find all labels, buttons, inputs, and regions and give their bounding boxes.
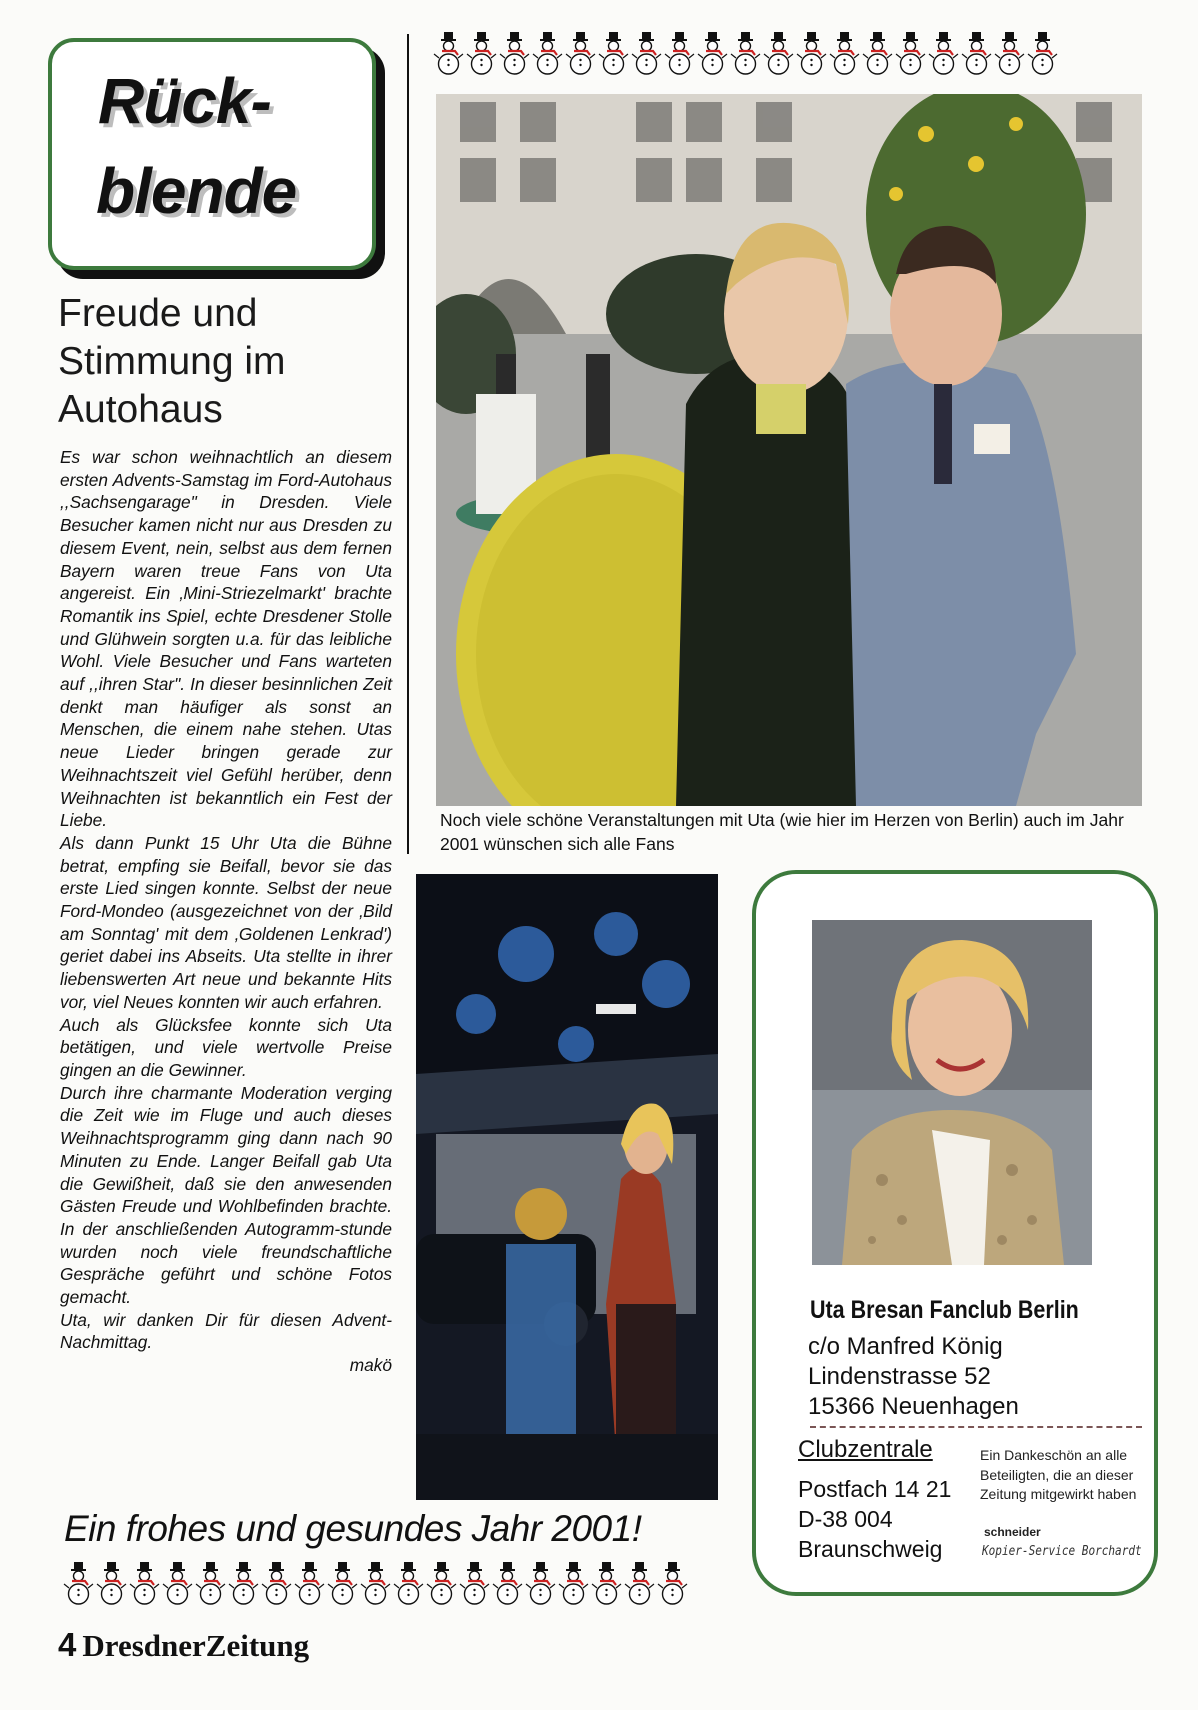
club-central-title: Clubzentrale	[798, 1436, 933, 1463]
snowman-icon	[762, 30, 795, 80]
snowman-icon	[161, 1560, 194, 1610]
snowman-icon	[795, 30, 828, 80]
snowman-icon	[491, 1560, 524, 1610]
snowman-border-top	[432, 30, 1059, 80]
photo-couple-image	[436, 94, 1142, 806]
snowman-icon	[696, 30, 729, 80]
article-paragraph: Als dann Punkt 15 Uhr Uta die Bühne betrat, empfing sie Beifall, bevor sie das erste Lied singen konnte. Selbst der neue Ford-Mondeo (ausgezeichnet von der ‚Bild am Sonntag' mit dem ‚Goldenen Lenkrad') geriet dabei ins Abseits. Uta stellte in ihrer liebenswerten Art neue und bekannte Hits vor, viel Neues konnten wir auch erfahren.	[60, 832, 392, 1012]
snowman-icon	[993, 30, 1026, 80]
snowman-icon	[590, 1560, 623, 1610]
photo-stage-image	[416, 874, 718, 1500]
snowman-icon	[861, 30, 894, 80]
snowman-icon	[425, 1560, 458, 1610]
address-line: D-38 004	[798, 1506, 893, 1532]
snowman-icon	[293, 1560, 326, 1610]
snowman-icon	[564, 30, 597, 80]
article-headline	[58, 290, 388, 434]
snowman-icon	[630, 30, 663, 80]
snowman-icon	[227, 1560, 260, 1610]
snowman-icon	[729, 30, 762, 80]
snowman-icon	[597, 30, 630, 80]
club-central-address	[798, 1474, 951, 1564]
address-line: Braunschweig	[798, 1536, 943, 1562]
snowman-icon	[894, 30, 927, 80]
fanclub-address	[808, 1332, 1019, 1422]
snowman-icon	[194, 1560, 227, 1610]
snowman-icon	[656, 1560, 689, 1610]
snowman-icon	[392, 1560, 425, 1610]
fanclub-separator	[810, 1426, 1142, 1428]
portrait-image	[812, 920, 1092, 1265]
snowman-icon	[828, 30, 861, 80]
snowman-icon	[128, 1560, 161, 1610]
photo-uta-with-fan	[436, 94, 1142, 806]
page-footer	[58, 1626, 309, 1664]
headline-line: Freude und	[58, 292, 258, 335]
snowman-icon	[960, 30, 993, 80]
photo-caption: Noch viele schöne Veranstaltungen mit Uta (wie hier im Herzen von Berlin) auch im Jahr 2001 wünschen sich alle Fans	[440, 810, 1124, 854]
article-paragraph: Auch als Glücksfee konnte sich Uta betätigen, und viele wertvolle Preise gingen an die Gewinner.	[60, 1014, 392, 1080]
address-line: 15366 Neuenhagen	[808, 1393, 1019, 1420]
snowman-icon	[326, 1560, 359, 1610]
article-body	[60, 446, 392, 1377]
new-year-greeting: Ein frohes und gesundes Jahr 2001!	[64, 1508, 642, 1549]
sponsor-logo: schneider	[984, 1525, 1041, 1539]
snowman-icon	[1026, 30, 1059, 80]
article-paragraph: Durch ihre charmante Moderation verging die Zeit wie im Fluge und auch dieses Weihnachtsprogramm ging dann nach 90 Minuten zu Ende. Langer Beifall gab Uta die Gewißheit, daß sie den anwesenden Gästen Freude und Wohlbefinden brachte. In der anschließenden Autogramm-stunde wurden noch viele freundschaftliche Gespräche geführt und schöne Fotos gemacht.	[60, 1082, 392, 1308]
photo-uta-on-stage	[416, 874, 718, 1500]
page-number: 4	[58, 1626, 77, 1663]
thanks-note: Ein Dankeschön an alle Beteiligten, die an dieser Zeitung mitgewirkt haben	[980, 1447, 1137, 1502]
article-paragraph: Es war schon weihnachtlich an diesem ersten Advents-Samstag im Ford-Autohaus ,,Sachsengarage" in Dresden. Viele Besucher kamen nicht nur aus Dresden zu diesem Event, nein, selbst aus dem fernen Bayern waren treue Fans von Uta angereist. Ein ‚Mini-Striezelmarkt' brachte Romantik ins Spiel, echte Dresdener Stolle und Glühwein sorgten u.a. für das leibliche Wohl. Viele Besucher und Fans warteten auf ,,ihren Star". In dieser besinnlichen Zeit denkt man häufiger als sonst an Menschen, die einem nahe stehen. Utas neue Lieder bringen gerade zur Weihnachtszeit viel Gefühl herüber, denn Weihnachten ist bekanntlich ein Fest der Liebe.	[60, 447, 392, 831]
snowman-icon	[62, 1560, 95, 1610]
newspaper-name: DresdnerZeitung	[82, 1628, 310, 1663]
snowman-icon	[557, 1560, 590, 1610]
snowman-border-bottom	[62, 1560, 689, 1610]
column-divider	[407, 34, 409, 854]
snowman-icon	[531, 30, 564, 80]
section-title-line-2: blende	[96, 155, 297, 227]
snowman-icon	[260, 1560, 293, 1610]
snowman-icon	[432, 30, 465, 80]
snowman-icon	[359, 1560, 392, 1610]
snowman-icon	[927, 30, 960, 80]
section-title-box	[48, 38, 376, 270]
snowman-icon	[465, 30, 498, 80]
author-signature: makö	[349, 1355, 392, 1376]
snowman-icon	[458, 1560, 491, 1610]
snowman-icon	[95, 1560, 128, 1610]
article-paragraph: Uta, wir danken Dir für diesen Advent-Nachmittag.	[60, 1309, 392, 1353]
sponsor-name: Kopier-Service Borchardt	[982, 1544, 1142, 1559]
address-line: c/o Manfred König	[808, 1333, 1003, 1360]
snowman-icon	[524, 1560, 557, 1610]
photo-uta-portrait	[812, 920, 1092, 1265]
headline-line: Stimmung im	[58, 340, 286, 383]
headline-line: Autohaus	[58, 388, 223, 431]
snowman-icon	[663, 30, 696, 80]
section-title-line-1: Rück-	[98, 65, 271, 137]
address-line: Postfach 14 21	[798, 1476, 952, 1502]
snowman-icon	[498, 30, 531, 80]
snowman-icon	[623, 1560, 656, 1610]
fanclub-name: Uta Bresan Fanclub Berlin	[810, 1296, 1079, 1324]
address-line: Lindenstrasse 52	[808, 1363, 991, 1390]
